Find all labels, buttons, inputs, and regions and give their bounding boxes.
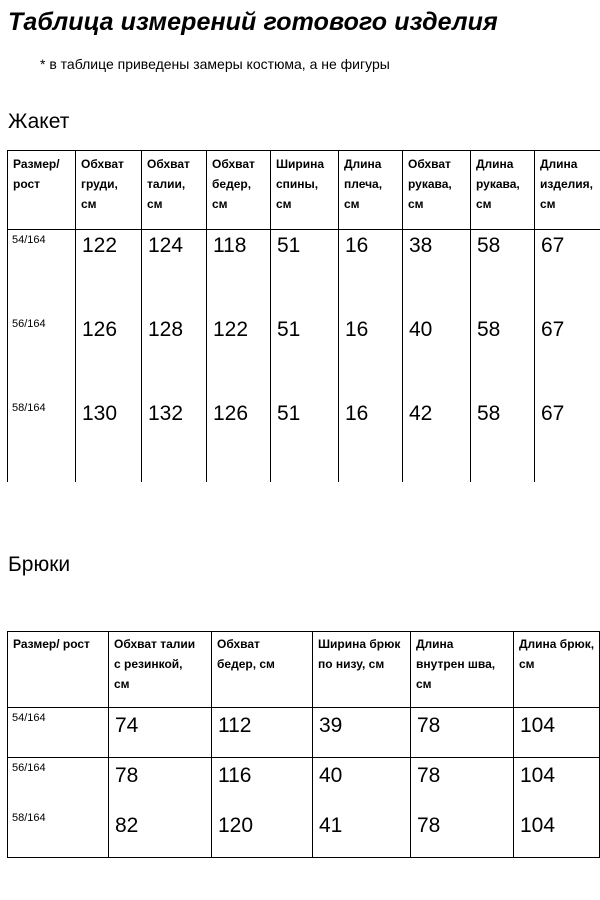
value-cell: 51: [271, 398, 339, 482]
value-cell: 132: [142, 398, 207, 482]
jacket-col-back-width: Ширина спины, см: [271, 151, 339, 230]
value-cell: 16: [339, 314, 403, 398]
value-cell: 82: [109, 808, 212, 858]
jacket-header-row: [8, 151, 600, 230]
jacket-col-length: Длина изделия, см: [535, 151, 600, 230]
value-cell: 78: [411, 708, 514, 758]
trousers-col-inseam: Длина внутрен шва, см: [411, 632, 514, 708]
value-cell: 39: [313, 708, 411, 758]
jacket-col-shoulder: Длина плеча, см: [339, 151, 403, 230]
value-cell: 58: [471, 398, 535, 482]
trousers-col-hem-width: Ширина брюк по низу, см: [313, 632, 411, 708]
value-cell: 120: [212, 808, 313, 858]
table-row: [8, 314, 600, 398]
size-cell: 58/164: [8, 398, 76, 482]
value-cell: 58: [471, 230, 535, 314]
jacket-col-sleeve-girth: Обхват рукава, см: [403, 151, 471, 230]
value-cell: 40: [313, 758, 411, 808]
value-cell: 67: [535, 314, 600, 398]
value-cell: 104: [514, 708, 600, 758]
value-cell: 122: [207, 314, 271, 398]
value-cell: 126: [207, 398, 271, 482]
trousers-heading: Брюки: [8, 553, 71, 576]
value-cell: 104: [514, 808, 600, 858]
value-cell: 112: [212, 708, 313, 758]
value-cell: 128: [142, 314, 207, 398]
value-cell: 41: [313, 808, 411, 858]
size-cell: 56/164: [8, 758, 109, 808]
value-cell: 104: [514, 758, 600, 808]
trousers-header-row: [8, 632, 600, 708]
value-cell: 78: [109, 758, 212, 808]
value-cell: 74: [109, 708, 212, 758]
table-row: [8, 808, 600, 858]
jacket-size-table: [7, 150, 600, 482]
value-cell: 67: [535, 230, 600, 314]
table-row: [8, 708, 600, 758]
value-cell: 51: [271, 230, 339, 314]
trousers-size-table: [7, 631, 600, 858]
table-row: [8, 398, 600, 482]
value-cell: 122: [76, 230, 142, 314]
trousers-col-length: Длина брюк, см: [514, 632, 600, 708]
trousers-col-waist: Обхват талии с резинкой, см: [109, 632, 212, 708]
page-title: Таблица измерений готового изделия: [8, 8, 498, 36]
jacket-col-chest: Обхват груди, см: [76, 151, 142, 230]
size-cell: 56/164: [8, 314, 76, 398]
trousers-col-size: Размер/ рост: [8, 632, 109, 708]
value-cell: 78: [411, 758, 514, 808]
value-cell: 58: [471, 314, 535, 398]
size-cell: 54/164: [8, 230, 76, 314]
value-cell: 67: [535, 398, 600, 482]
value-cell: 51: [271, 314, 339, 398]
value-cell: 78: [411, 808, 514, 858]
value-cell: 124: [142, 230, 207, 314]
value-cell: 130: [76, 398, 142, 482]
table-row: [8, 758, 600, 808]
size-cell: 54/164: [8, 708, 109, 758]
value-cell: 126: [76, 314, 142, 398]
table-note: * в таблице приведены замеры костюма, а не фигуры: [40, 56, 390, 72]
value-cell: 16: [339, 230, 403, 314]
jacket-col-sleeve-length: Длина рукава, см: [471, 151, 535, 230]
value-cell: 38: [403, 230, 471, 314]
jacket-col-size: Размер/ рост: [8, 151, 76, 230]
value-cell: 16: [339, 398, 403, 482]
table-row: [8, 230, 600, 314]
value-cell: 42: [403, 398, 471, 482]
trousers-col-hips: Обхват бедер, см: [212, 632, 313, 708]
value-cell: 40: [403, 314, 471, 398]
jacket-col-hips: Обхват бедер, см: [207, 151, 271, 230]
jacket-heading: Жакет: [8, 110, 70, 133]
jacket-col-waist: Обхват талии, см: [142, 151, 207, 230]
size-cell: 58/164: [8, 808, 109, 858]
value-cell: 116: [212, 758, 313, 808]
value-cell: 118: [207, 230, 271, 314]
